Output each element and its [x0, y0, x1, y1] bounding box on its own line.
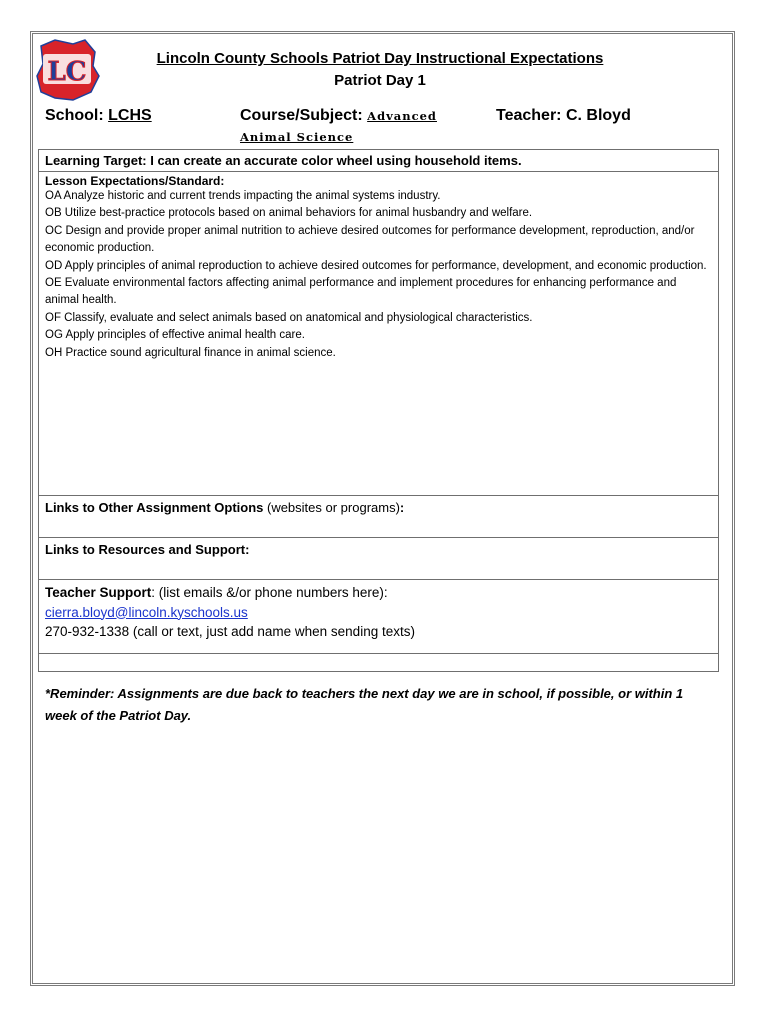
links-other-label: Links to Other Assignment Options	[45, 500, 264, 515]
standard-item: OD Apply principles of animal reproduction to achieve desired outcomes for performance, development, and economic production.	[45, 259, 707, 272]
standard-item: OH Practice sound agricultural finance in animal science.	[45, 346, 336, 359]
school-label: School:	[45, 107, 109, 124]
course-label: Course/Subject:	[240, 107, 368, 124]
links-other-paren: (websites or programs)	[263, 500, 400, 515]
learning-target-text: I can create an accurate color wheel using household items.	[150, 153, 522, 168]
course-value-cont: Animal Science	[240, 130, 354, 144]
standards-heading: Lesson Expectations/Standard:	[45, 174, 225, 188]
reminder-note: *Reminder: Assignments are due back to teachers the next day we are in school, if possible, or within 1 week of the Patriot Day.	[45, 686, 684, 723]
empty-row	[39, 654, 719, 672]
learning-target-label: Learning Target:	[45, 153, 151, 168]
standard-item: OF Classify, evaluate and select animals based on anatomical and physiological characteristics.	[45, 311, 533, 324]
school-value: LCHS	[108, 107, 152, 124]
links-other-row	[39, 496, 719, 538]
svg-text:LC: LC	[47, 57, 87, 87]
teacher-support-label: Teacher Support	[45, 585, 152, 600]
standard-item: OC Design and provide proper animal nutrition to achieve desired outcomes for performance development, reproduction, and/or economic production.	[45, 224, 695, 255]
course-info	[240, 107, 437, 125]
expectations-table	[38, 149, 719, 672]
teacher-support-rest: : (list emails &/or phone numbers here):	[151, 585, 388, 600]
standard-item: OG Apply principles of effective animal health care.	[45, 329, 305, 342]
links-other-colon: :	[399, 500, 405, 515]
course-value: Advanced	[367, 109, 437, 123]
teacher-support-row	[39, 580, 719, 654]
teacher-info: Teacher: C. Bloyd	[496, 107, 631, 124]
teacher-email-link[interactable]: cierra.bloyd@lincoln.kyschools.us	[45, 604, 248, 620]
lincoln-county-logo	[33, 36, 101, 104]
teacher-phone: 270-932-1338 (call or text, just add name when sending texts)	[45, 624, 415, 639]
standard-item: OE Evaluate environmental factors affecting animal performance and implement procedures for enhancing performance and animal health.	[45, 277, 677, 307]
page-title: Lincoln County Schools Patriot Day Instructional Expectations	[156, 50, 604, 67]
standard-item: OA Analyze historic and current trends impacting the animal systems industry.	[45, 190, 441, 202]
standards-row	[39, 172, 719, 496]
page-subtitle: Patriot Day 1	[334, 72, 426, 89]
links-resources-row	[39, 538, 719, 580]
standard-item: OB Utilize best-practice protocols based on animal behaviors for animal husbandry and welfare.	[45, 207, 533, 220]
learning-target-row	[39, 150, 719, 172]
school-info	[45, 107, 152, 125]
links-resources-label: Links to Resources and Support:	[45, 542, 250, 557]
